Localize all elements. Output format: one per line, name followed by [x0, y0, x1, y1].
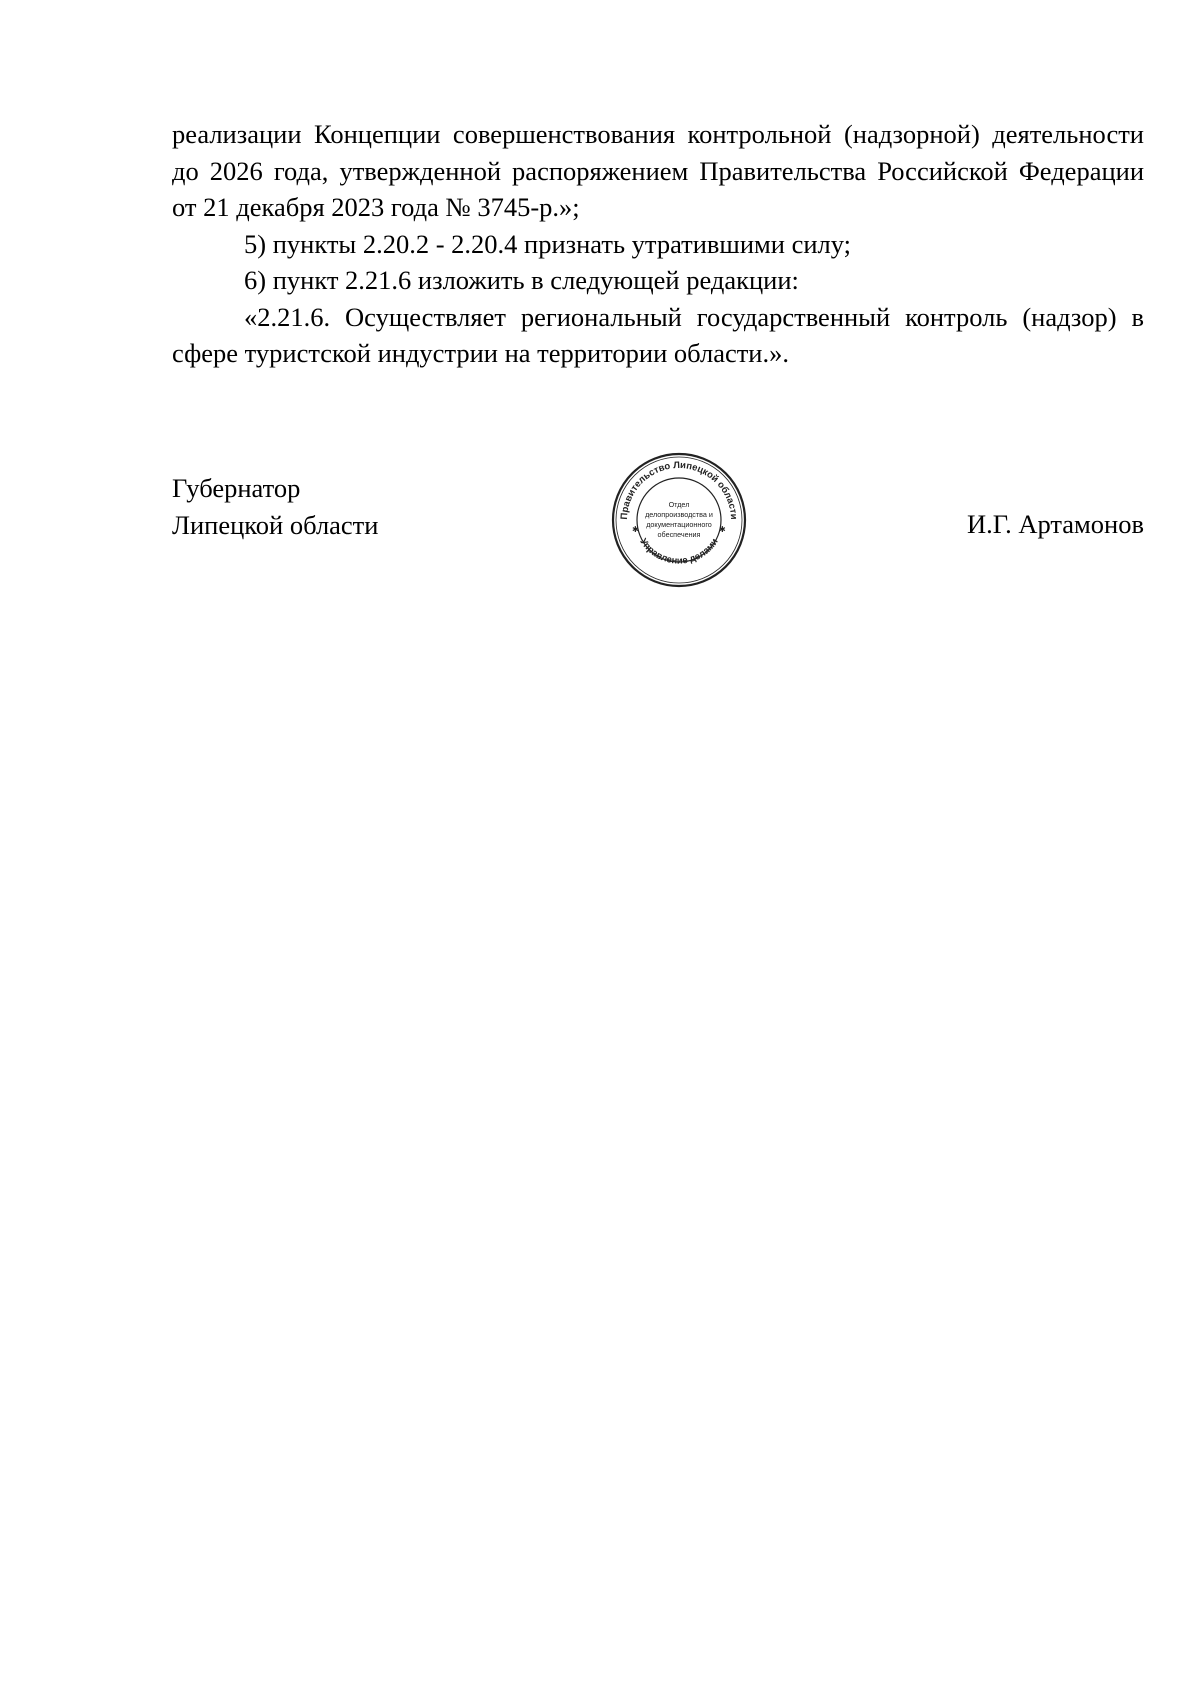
stamp-inner-line-2: делопроизводства и [645, 510, 713, 519]
paragraph-item-2-21-6: «2.21.6. Осуществляет региональный государственный контроль (надзор) в сфере туристской индустрии на территории области.». [172, 301, 1144, 368]
signatory-name: И.Г. Артамонов [966, 509, 1144, 539]
paragraph-concept: реализации Концепции совершенствования контрольной (надзорной) деятельности до 2026 года, утвержденной распоряжением Правительства Российской Федерации от 21 декабря 2023 года № 3745-р.»; [172, 119, 1144, 222]
signatory-title-line-1: Губернатор [172, 473, 301, 503]
stamp-outer-text: Правительство Липецкой области [618, 459, 740, 520]
signatory-title-line-2: Липецкой области [172, 509, 379, 540]
document-body [172, 116, 1144, 372]
official-stamp [611, 452, 747, 588]
signatory-title [172, 470, 378, 543]
stamp-star-left: ✱ [632, 525, 639, 534]
stamp-inner-line-4: обеспечения [657, 530, 701, 539]
stamp-bottom-text: Управление делами [637, 536, 721, 567]
stamp-inner-line-3: документационного [646, 520, 712, 529]
paragraph-item-6: 6) пункт 2.21.6 изложить в следующей редакции: [244, 265, 799, 295]
paragraph-item-5: 5) пункты 2.20.2 - 2.20.4 признать утратившими силу; [244, 228, 852, 259]
stamp-inner-line-1: Отдел [668, 500, 690, 509]
stamp-star-right: ✱ [719, 525, 726, 534]
